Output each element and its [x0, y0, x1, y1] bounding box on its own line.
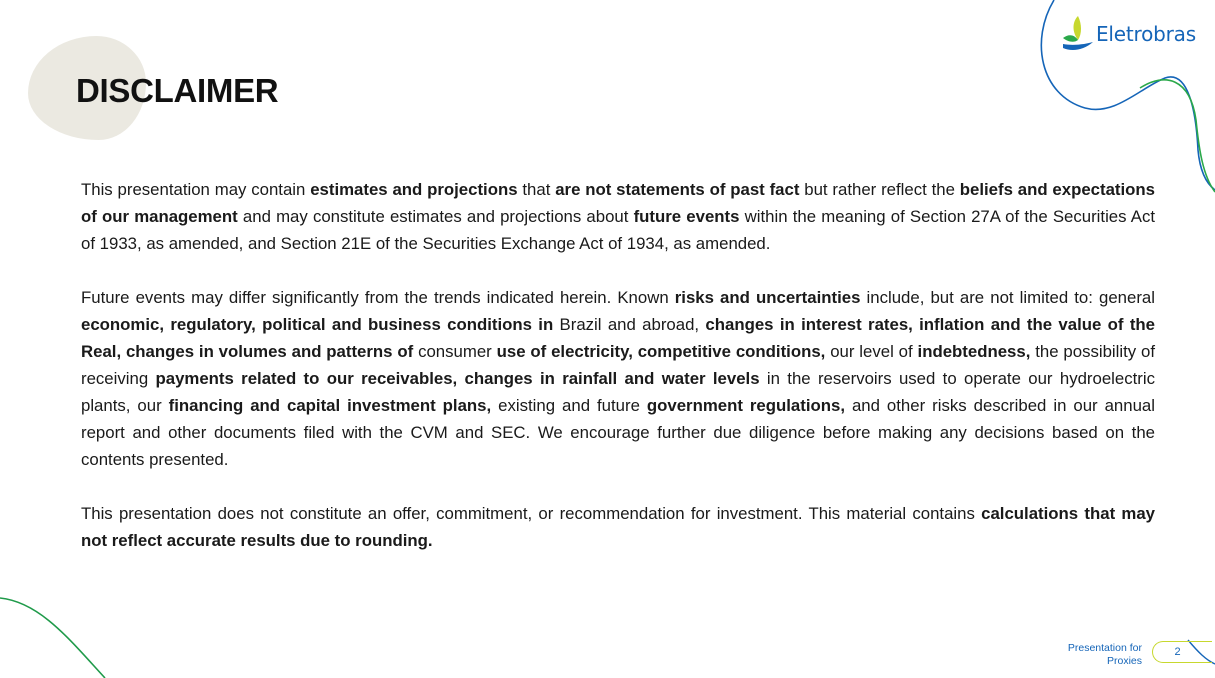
footer-label: Presentation for Proxies [1067, 642, 1142, 667]
bold-text-run: payments related to our receivables, changes in rainfall and water levels [155, 369, 760, 388]
text-run: include, but are not limited to: general [860, 288, 1155, 307]
eletrobras-logo [1060, 14, 1196, 54]
paragraph-no-offer [81, 500, 1155, 554]
brand-name: Eletrobras [1096, 22, 1196, 46]
bold-text-run: beliefs and expectations of our management [81, 180, 1155, 226]
bold-text-run: future events [633, 207, 740, 226]
disclaimer-body [81, 176, 1155, 581]
bold-text-run: estimates and projections [310, 180, 518, 199]
bold-text-run: use of electricity, competitive conditions, [496, 342, 826, 361]
text-run: that [517, 180, 556, 199]
text-run: within the meaning of Section 27A of the Securities Act of 1933, as amended, and Section 21E of the Securities Exchange Act of 1934, as amended. [81, 207, 1156, 253]
bold-text-run: calculations that may not reflect accurate results due to rounding. [81, 504, 1156, 550]
eletrobras-logo-icon [1060, 14, 1094, 54]
bold-text-run: are not statements of past fact [555, 180, 800, 199]
text-run: This presentation does not constitute an offer, commitment, or recommendation for investment. This material contains [81, 504, 982, 523]
text-run: Future events may differ significantly from the trends indicated herein. Known [81, 288, 675, 307]
paragraph-forward-looking [81, 176, 1155, 257]
bold-text-run: changes in interest rates, inflation and the value of the Real, changes in volumes and patterns of [81, 315, 1155, 361]
text-run: consumer [413, 342, 497, 361]
text-run: and other risks described in our annual report and other documents filed with the CVM and SEC. We encourage further due diligence before making any decisions based on the contents presented. [81, 396, 1155, 469]
text-run: Brazil and abroad, [553, 315, 706, 334]
bold-text-run: financing and capital investment plans, [168, 396, 492, 415]
bold-text-run: risks and uncertainties [674, 288, 861, 307]
bold-text-run: economic, regulatory, political and business conditions in [81, 315, 554, 334]
text-run: in the reservoirs used to operate our hydroelectric plants, our [81, 369, 1155, 415]
text-run: our level of [825, 342, 918, 361]
text-run: but rather reflect the [799, 180, 960, 199]
bold-text-run: indebtedness, [917, 342, 1031, 361]
text-run: This presentation may contain [81, 180, 311, 199]
text-run: existing and future [491, 396, 647, 415]
bold-text-run: government regulations, [646, 396, 845, 415]
page-title: DISCLAIMER [76, 72, 279, 109]
text-run: the possibility of receiving [81, 342, 1156, 388]
paragraph-risks [81, 284, 1155, 473]
text-run: and may constitute estimates and projections about [237, 207, 634, 226]
page-number: 2 [1152, 641, 1212, 663]
